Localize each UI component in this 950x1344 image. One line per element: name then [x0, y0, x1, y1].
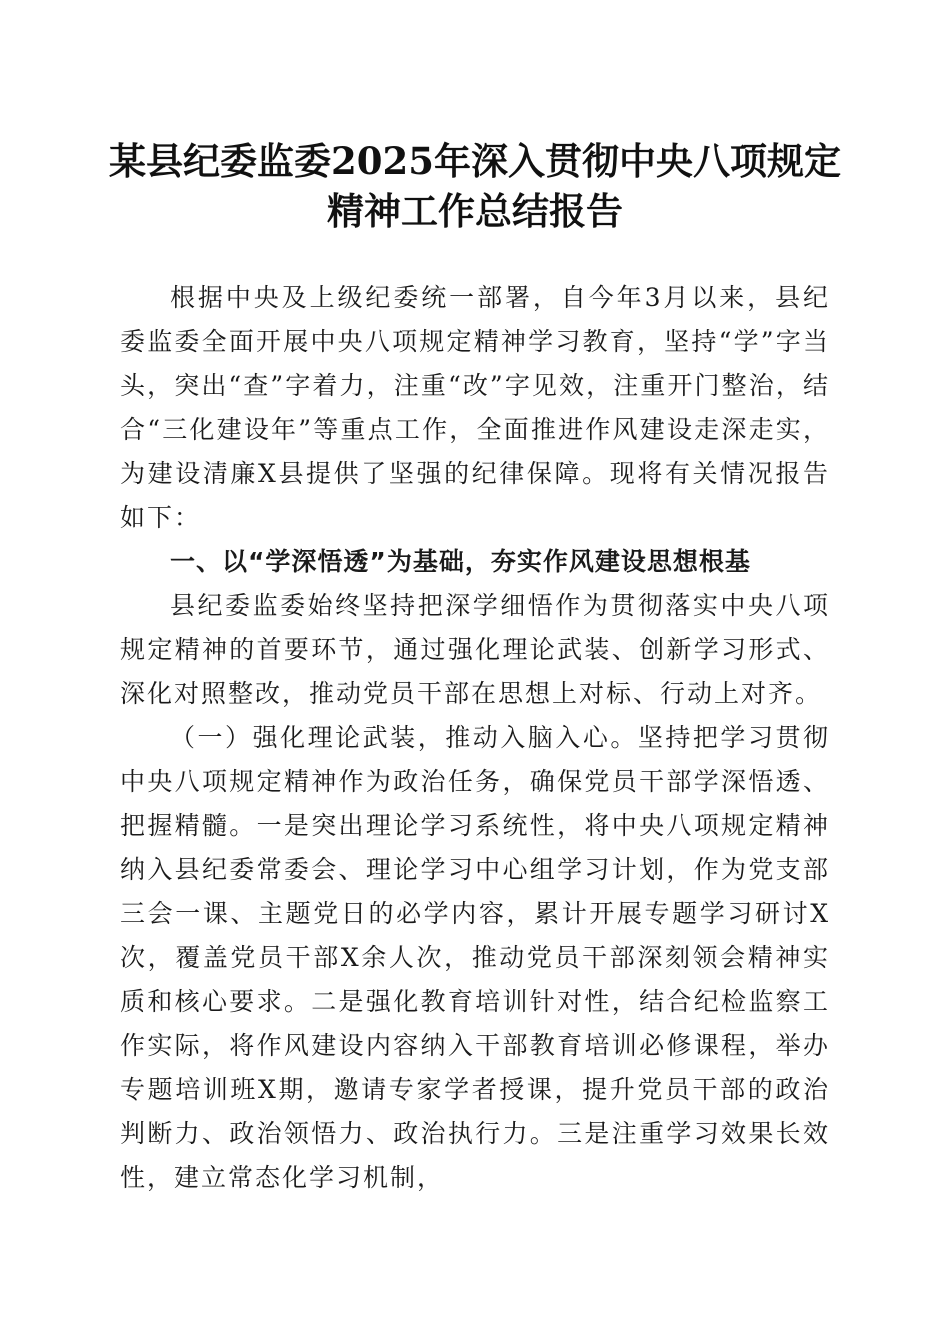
document-body [120, 276, 830, 1200]
section-1-intro-paragraph: 县纪委监委始终坚持把深学细悟作为贯彻落实中央八项规定精神的首要环节，通过强化理论武装、创新学习形式、深化对照整改，推动党员干部在思想上对标、行动上对齐。 [120, 591, 830, 708]
subsection-1-paragraph: （一）强化理论武装，推动入脑入心。坚持把学习贯彻中央八项规定精神作为政治任务，确保党员干部学深悟透、把握精髓。一是突出理论学习系统性，将中央八项规定精神纳入县纪委常委会、理论学习中心组学习计划，作为党支部三会一课、主题党日的必学内容，累计开展专题学习研讨X次，覆盖党员干部X余人次，推动党员干部深刻领会精神实质和核心要求。二是强化教育培训针对性，结合纪检监察工作实际，将作风建设内容纳入干部教育培训必修课程，举办专题培训班X期，邀请专家学者授课，提升党员干部的政治判断力、政治领悟力、政治执行力。三是注重学习效果长效性，建立常态化学习机制， [120, 723, 830, 1192]
intro-paragraph: 根据中央及上级纪委统一部署，自今年3月以来，县纪委监委全面开展中央八项规定精神学习教育，坚持“学”字当头，突出“查”字着力，注重“改”字见效，注重开门整治，结合“三化建设年”等重点工作，全面推进作风建设走深走实，为建设清廉X县提供了坚强的纪律保障。现将有关情况报告如下： [120, 283, 830, 532]
document-title [100, 136, 850, 236]
section-1-heading: 一、以“学深悟透”为基础，夯实作风建设思想根基 [170, 547, 751, 576]
title-line-1: 某县纪委监委2025年深入贯彻中央八项规定 [109, 139, 841, 183]
title-line-2: 精神工作总结报告 [327, 189, 623, 233]
